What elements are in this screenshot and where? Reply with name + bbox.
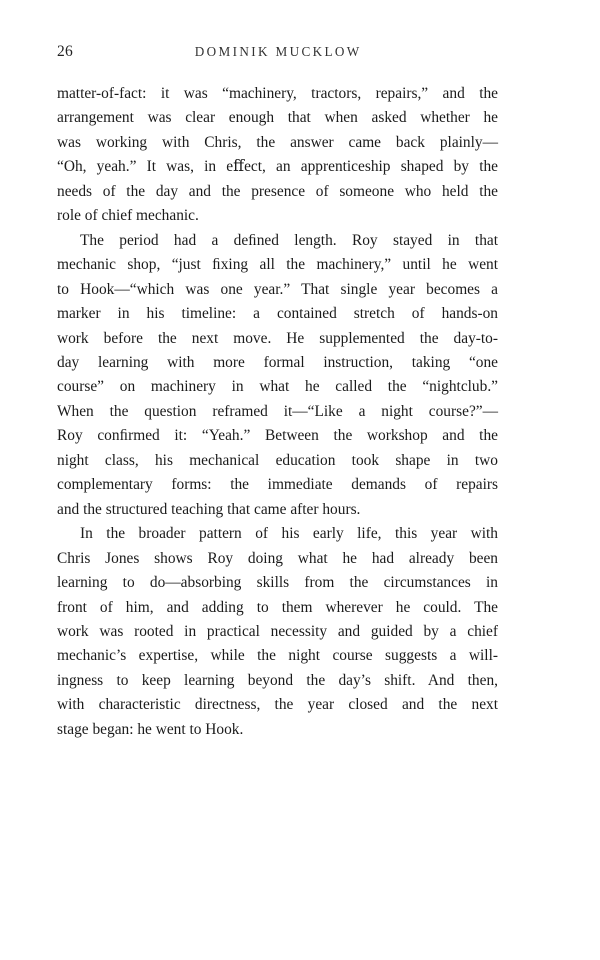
text-line: and the structured teaching that came after hours.	[57, 500, 361, 518]
paragraph	[57, 82, 498, 229]
text-line: to Hook—“which was one year.” That single year becomes a	[57, 280, 498, 298]
text-line: The period had a deﬁned length. Roy stayed in that	[80, 231, 498, 249]
text-line: “Oh, yeah.” It was, in eﬀect, an apprenticeship shaped by the	[57, 158, 498, 176]
text-line: front of him, and adding to them wherever he could. The	[57, 598, 498, 616]
page-number: 26	[57, 43, 74, 60]
text-line: work was rooted in practical necessity and guided by a chief	[57, 622, 498, 640]
text-line: Chris Jones shows Roy doing what he had already been	[57, 549, 498, 567]
text-line: When the question reframed it—“Like a night course?”—	[57, 402, 498, 420]
text-line: night class, his mechanical education took shape in two	[57, 451, 498, 469]
text-line: course” on machinery in what he called the “nightclub.”	[57, 378, 498, 396]
text-line: complementary forms: the immediate demands of repairs	[57, 476, 498, 494]
running-head-title: DOMINIK MUCKLOW	[194, 44, 362, 59]
text-line: needs of the day and the presence of someone who held the	[57, 182, 498, 200]
text-line: mechanic’s expertise, while the night course suggests a will-	[57, 647, 498, 665]
text-line: Roy conﬁrmed it: “Yeah.” Between the workshop and the	[57, 427, 498, 445]
text-line: mechanic shop, “just ﬁxing all the machinery,” until he went	[57, 256, 498, 274]
text-line: In the broader pattern of his early life, this year with	[80, 525, 498, 543]
text-line: learning to do—absorbing skills from the circumstances in	[57, 574, 498, 592]
text-line: work before the next move. He supplemented the day-to-	[57, 329, 498, 347]
body-text-block	[57, 82, 498, 742]
text-line: role of chief mechanic.	[57, 207, 199, 225]
running-header	[57, 42, 497, 64]
paragraph	[57, 229, 498, 522]
text-line: matter-of-fact: it was “machinery, tractors, repairs,” and the	[57, 85, 498, 102]
text-line: marker in his timeline: a contained stretch of hands-on	[57, 305, 498, 323]
text-line: with characteristic directness, the year closed and the next	[57, 696, 498, 714]
text-line: stage began: he went to Hook.	[57, 720, 244, 738]
text-line: was working with Chris, the answer came back plainly—	[57, 133, 498, 151]
text-line: ingness to keep learning beyond the day’s shift. And then,	[57, 671, 498, 689]
text-line: day learning with more formal instruction, taking “one	[57, 353, 498, 371]
text-line: arrangement was clear enough that when asked whether he	[57, 109, 498, 127]
paragraph	[57, 522, 498, 742]
